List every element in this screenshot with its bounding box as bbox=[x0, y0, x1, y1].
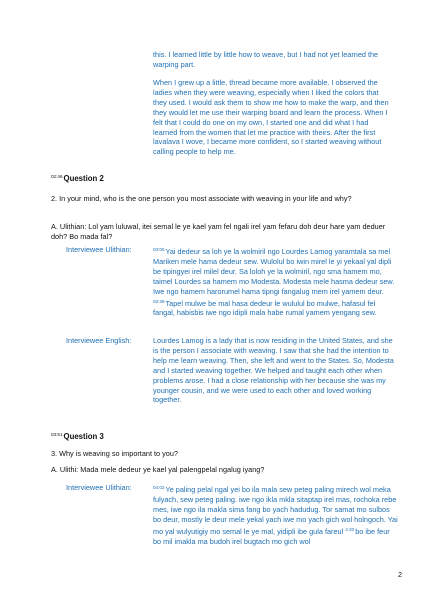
interviewee-ulithian-label: Interviewee Ulithian: bbox=[66, 245, 132, 254]
timestamp: 4:33 bbox=[345, 526, 355, 532]
answer-text: Ye paling pelal ngal yei bo ila mala sew peteg paling mirech wol meka fulyach, sew peteg paling. iwe ngo ikla mkla sitaptap irel mas, rochoka rebe mes, iwe ngo ila makla sima fang bo yach hadudug. Tor samat mo sulbos bo deur, mostly le deur mele yekal yach iwe mo yach gich wol holngoch. Yai mo yal wulyutigiy mo semal le ye mal, yidipli ibe gula fareul bbox=[153, 485, 398, 536]
timestamp: 03:38 bbox=[153, 298, 165, 304]
timestamp: 04:02 bbox=[153, 485, 165, 490]
interviewee-ulithian-answer bbox=[153, 245, 398, 318]
timestamp: 03:51 bbox=[51, 432, 63, 437]
question-3-heading bbox=[51, 432, 104, 441]
timestamp: 03:05 bbox=[153, 247, 165, 252]
page-number: 2 bbox=[398, 570, 403, 579]
interviewee-english-label: Interviewee English: bbox=[66, 336, 132, 345]
question-3-ulithian: A. Ulithi: Mada mele dedeur ye kael yal palengpelal ngalug iyang? bbox=[51, 465, 265, 474]
interviewee-english-answer: Lourdes Lamog is a lady that is now residing in the United States, and she is the person I associate with weaving. I saw that she had the intention to help me learn weaving. Then, she left and went to the States. So, Modesta and I started weaving together. We helped and taught each other when problems arose. I had a close relationship with her because she was my younger cousin, and we were used to each other and loved working together. bbox=[153, 336, 394, 405]
interviewee-ulithian-answer bbox=[153, 483, 398, 546]
intro-paragraph-1: this. I learned little by little how to weave, but I had not yet learned the warping part. bbox=[153, 50, 379, 69]
question-2-text: 2. In your mind, who is the one person you most associate with weaving in your life and why? bbox=[51, 194, 352, 203]
intro-paragraph-2: When I grew up a little, thread became more available. I observed the ladies when they were weaving, especially when I liked the colors that they used. I would ask them to show me how to make the warp, and then they would let me use their warping board and learn the process. When I felt that I could do one on my own, I started one and did what I had learned from the women that let me practice with theirs. After the first lavalava I wove, I became more confident, so I started weaving without calling people to help me. bbox=[153, 78, 389, 157]
answer-text: Yai dedeur sa loh ye la wolmiril ngo Lourdes Lamog yaramtala sa mel Mariken mele hama dedeur sew. Wulolul bo iwin mirel le yi yekaal yal dipli be tipingyei irel milel deur. Sa loloh ye la wolmiril, ngo sma hamem mo, taimel Lourdes sa hamem mo Modesta. Modesta mele hasma dedeur sew. Iwe ngo hamem harorumel hama tipngi fangalug mem irel yamem deur. bbox=[153, 247, 395, 296]
question-3-text: 3. Why is weaving so important to you? bbox=[51, 449, 178, 458]
answer-text: Tapel mulwe be mal hasa dedeur le wululul bo mulwe, hafasul fel fangal, habisbis iwe ngo idipli mala habe rumal yamem yengang sew. bbox=[153, 298, 377, 318]
question-2-heading bbox=[51, 174, 104, 183]
question-2-title: Question 2 bbox=[63, 174, 104, 183]
question-3-title: Question 3 bbox=[63, 432, 104, 441]
answer-text: bo ibe feur bo mil imakla ma budoh irel bugtach mo gich wol bbox=[153, 526, 390, 546]
interviewee-ulithian-label: Interviewee Ulithian: bbox=[66, 483, 132, 492]
timestamp: 02:46 bbox=[51, 174, 63, 179]
question-2-ulithian: A. Ulithian: Lol yam luluwal, itei semal le ye kael yam fel ngali irel yam fefaru doh deur hare yam deduer doh? Bo mada fal? bbox=[51, 222, 386, 241]
